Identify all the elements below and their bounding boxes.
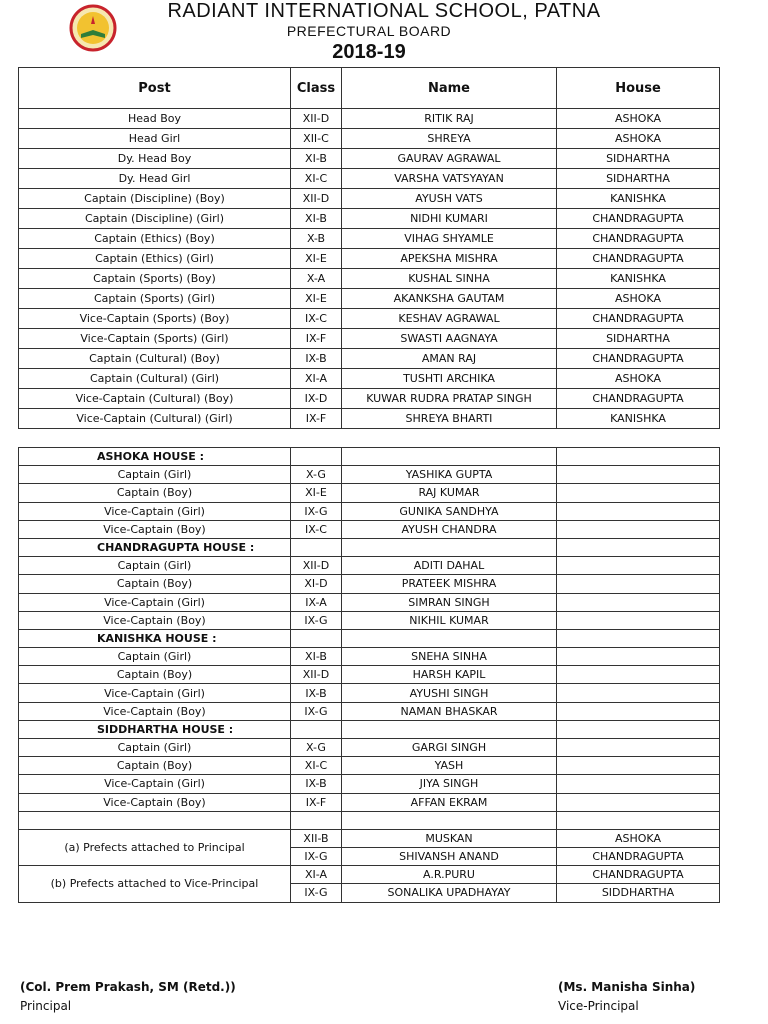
name-cell: PRATEEK MISHRA bbox=[342, 575, 557, 593]
house-cell: KANISHKA bbox=[557, 409, 720, 429]
empty-cell bbox=[291, 811, 342, 829]
house-cell: CHANDRAGUPTA bbox=[557, 866, 720, 884]
house-cell: ASHOKA bbox=[557, 109, 720, 129]
empty-cell bbox=[342, 538, 557, 556]
class-cell: XI-B bbox=[291, 209, 342, 229]
name-cell: KESHAV AGRAWAL bbox=[342, 309, 557, 329]
board-title: PREFECTURAL BOARD bbox=[286, 23, 452, 39]
house-cell: CHANDRAGUPTA bbox=[557, 847, 720, 865]
empty-cell bbox=[557, 720, 720, 738]
table-row bbox=[19, 189, 720, 209]
post-cell: Vice-Captain (Girl) bbox=[19, 593, 291, 611]
post-cell: Captain (Girl) bbox=[19, 739, 291, 757]
table-row bbox=[19, 309, 720, 329]
post-cell: Captain (Discipline) (Boy) bbox=[19, 189, 291, 209]
class-cell: IX-C bbox=[291, 309, 342, 329]
name-cell: GUNIKA SANDHYA bbox=[342, 502, 557, 520]
post-cell: Captain (Sports) (Boy) bbox=[19, 269, 291, 289]
name-cell: YASH bbox=[342, 757, 557, 775]
name-cell: SHIVANSH ANAND bbox=[342, 847, 557, 865]
table-row bbox=[19, 209, 720, 229]
house-cell: CHANDRAGUPTA bbox=[557, 229, 720, 249]
house-cell: ASHOKA bbox=[557, 129, 720, 149]
house-cell: SIDHARTHA bbox=[557, 149, 720, 169]
post-cell: Head Boy bbox=[19, 109, 291, 129]
empty-cell bbox=[342, 448, 557, 466]
post-cell: Captain (Girl) bbox=[19, 648, 291, 666]
class-cell: IX-B bbox=[291, 349, 342, 369]
name-cell: RITIK RAJ bbox=[342, 109, 557, 129]
name-cell: AYUSH VATS bbox=[342, 189, 557, 209]
empty-cell bbox=[557, 702, 720, 720]
table-row bbox=[19, 409, 720, 429]
post-cell: Vice-Captain (Boy) bbox=[19, 611, 291, 629]
post-cell: Captain (Cultural) (Boy) bbox=[19, 349, 291, 369]
table-row bbox=[19, 349, 720, 369]
table-row bbox=[19, 775, 720, 793]
class-cell: XI-B bbox=[291, 149, 342, 169]
class-cell: XI-A bbox=[291, 369, 342, 389]
class-cell: XII-D bbox=[291, 557, 342, 575]
empty-cell bbox=[557, 575, 720, 593]
empty-cell bbox=[291, 720, 342, 738]
table-row bbox=[19, 557, 720, 575]
class-cell: IX-A bbox=[291, 593, 342, 611]
house-cell: KANISHKA bbox=[557, 269, 720, 289]
table-row bbox=[19, 269, 720, 289]
name-cell: A.R.PURU bbox=[342, 866, 557, 884]
class-cell: XI-C bbox=[291, 757, 342, 775]
empty-cell bbox=[342, 720, 557, 738]
post-cell: Head Girl bbox=[19, 129, 291, 149]
post-cell: Captain (Boy) bbox=[19, 575, 291, 593]
empty-cell bbox=[291, 629, 342, 647]
house-cell: SIDHARTHA bbox=[557, 169, 720, 189]
column-header-name: Name bbox=[342, 68, 557, 109]
empty-cell bbox=[557, 666, 720, 684]
post-cell: Vice-Captain (Cultural) (Girl) bbox=[19, 409, 291, 429]
house-cell: CHANDRAGUPTA bbox=[557, 389, 720, 409]
name-cell: AKANKSHA GAUTAM bbox=[342, 289, 557, 309]
class-cell: IX-B bbox=[291, 684, 342, 702]
name-cell: GARGI SINGH bbox=[342, 739, 557, 757]
name-cell: VARSHA VATSYAYAN bbox=[342, 169, 557, 189]
name-cell: KUWAR RUDRA PRATAP SINGH bbox=[342, 389, 557, 409]
class-cell: XI-A bbox=[291, 866, 342, 884]
name-cell: AYUSHI SINGH bbox=[342, 684, 557, 702]
name-cell: SHREYA BHARTI bbox=[342, 409, 557, 429]
empty-cell bbox=[557, 466, 720, 484]
empty-cell bbox=[557, 648, 720, 666]
class-cell: XI-E bbox=[291, 484, 342, 502]
empty-cell bbox=[557, 448, 720, 466]
empty-cell bbox=[557, 520, 720, 538]
table-row bbox=[19, 648, 720, 666]
prefects-main-table bbox=[18, 67, 720, 429]
empty-cell bbox=[291, 448, 342, 466]
principal-title: Principal bbox=[20, 999, 72, 1013]
class-cell: X-G bbox=[291, 739, 342, 757]
name-cell: NIKHIL KUMAR bbox=[342, 611, 557, 629]
post-cell: Vice-Captain (Girl) bbox=[19, 775, 291, 793]
table-row bbox=[19, 611, 720, 629]
name-cell: APEKSHA MISHRA bbox=[342, 249, 557, 269]
name-cell: JIYA SINGH bbox=[342, 775, 557, 793]
post-cell: Captain (Boy) bbox=[19, 666, 291, 684]
school-name: RADIANT INTERNATIONAL SCHOOL, PATNA bbox=[167, 0, 601, 22]
table-row bbox=[19, 684, 720, 702]
class-cell: IX-G bbox=[291, 611, 342, 629]
name-cell: SNEHA SINHA bbox=[342, 648, 557, 666]
name-cell: HARSH KAPIL bbox=[342, 666, 557, 684]
table-row bbox=[19, 502, 720, 520]
table-row bbox=[19, 829, 720, 847]
house-cell: SIDHARTHA bbox=[557, 329, 720, 349]
name-cell: SONALIKA UPADHAYAY bbox=[342, 884, 557, 902]
post-cell: Vice-Captain (Girl) bbox=[19, 502, 291, 520]
class-cell: XI-D bbox=[291, 575, 342, 593]
empty-cell bbox=[557, 538, 720, 556]
post-cell: Captain (Boy) bbox=[19, 484, 291, 502]
table-row bbox=[19, 757, 720, 775]
class-cell: XI-C bbox=[291, 169, 342, 189]
table-row bbox=[19, 289, 720, 309]
table-row bbox=[19, 793, 720, 811]
post-cell: Captain (Boy) bbox=[19, 757, 291, 775]
house-header-row bbox=[19, 448, 720, 466]
house-cell: CHANDRAGUPTA bbox=[557, 349, 720, 369]
table-row bbox=[19, 702, 720, 720]
class-cell: X-G bbox=[291, 466, 342, 484]
class-cell: IX-G bbox=[291, 884, 342, 902]
post-cell: Dy. Head Boy bbox=[19, 149, 291, 169]
table-row bbox=[19, 129, 720, 149]
vice-principal-title: Vice-Principal bbox=[558, 999, 639, 1013]
post-cell: Captain (Ethics) (Boy) bbox=[19, 229, 291, 249]
class-cell: XI-E bbox=[291, 289, 342, 309]
post-cell: Captain (Girl) bbox=[19, 557, 291, 575]
empty-cell bbox=[557, 757, 720, 775]
house-cell: CHANDRAGUPTA bbox=[557, 249, 720, 269]
house-cell: ASHOKA bbox=[557, 369, 720, 389]
table-row bbox=[19, 169, 720, 189]
house-title: SIDDHARTHA HOUSE : bbox=[19, 720, 291, 738]
empty-cell bbox=[557, 739, 720, 757]
name-cell: AYUSH CHANDRA bbox=[342, 520, 557, 538]
empty-cell bbox=[557, 502, 720, 520]
empty-cell bbox=[557, 593, 720, 611]
class-cell: IX-B bbox=[291, 775, 342, 793]
class-cell: XI-B bbox=[291, 648, 342, 666]
class-cell: IX-F bbox=[291, 329, 342, 349]
empty-cell bbox=[557, 557, 720, 575]
empty-cell bbox=[291, 538, 342, 556]
empty-cell bbox=[557, 629, 720, 647]
table-row bbox=[19, 149, 720, 169]
post-cell: Vice-Captain (Cultural) (Boy) bbox=[19, 389, 291, 409]
house-cell: ASHOKA bbox=[557, 289, 720, 309]
class-cell: XII-C bbox=[291, 129, 342, 149]
class-cell: IX-G bbox=[291, 847, 342, 865]
post-cell: Captain (Cultural) (Girl) bbox=[19, 369, 291, 389]
empty-cell bbox=[557, 611, 720, 629]
table-row bbox=[19, 329, 720, 349]
class-cell: XI-E bbox=[291, 249, 342, 269]
column-header-class: Class bbox=[291, 68, 342, 109]
class-cell: X-A bbox=[291, 269, 342, 289]
class-cell: XII-D bbox=[291, 666, 342, 684]
table-row bbox=[19, 575, 720, 593]
post-cell: Captain (Sports) (Girl) bbox=[19, 289, 291, 309]
post-cell: Captain (Ethics) (Girl) bbox=[19, 249, 291, 269]
class-cell: XII-B bbox=[291, 829, 342, 847]
house-cell: CHANDRAGUPTA bbox=[557, 309, 720, 329]
post-cell: Vice-Captain (Boy) bbox=[19, 793, 291, 811]
name-cell: NIDHI KUMARI bbox=[342, 209, 557, 229]
house-cell: CHANDRAGUPTA bbox=[557, 209, 720, 229]
table-row bbox=[19, 389, 720, 409]
table-row bbox=[19, 109, 720, 129]
empty-cell bbox=[557, 793, 720, 811]
name-cell: GAURAV AGRAWAL bbox=[342, 149, 557, 169]
table-row bbox=[19, 249, 720, 269]
table-row bbox=[19, 666, 720, 684]
class-cell: IX-F bbox=[291, 409, 342, 429]
academic-year: 2018-19 bbox=[332, 41, 406, 63]
vice-principal-name: (Ms. Manisha Sinha) bbox=[558, 980, 696, 994]
post-cell: Vice-Captain (Sports) (Girl) bbox=[19, 329, 291, 349]
name-cell: SHREYA bbox=[342, 129, 557, 149]
prefect-group-label: (a) Prefects attached to Principal bbox=[19, 829, 291, 865]
empty-cell bbox=[342, 811, 557, 829]
empty-cell bbox=[19, 811, 291, 829]
name-cell: VIHAG SHYAMLE bbox=[342, 229, 557, 249]
principal-name: (Col. Prem Prakash, SM (Retd.)) bbox=[20, 980, 236, 994]
house-cell: ASHOKA bbox=[557, 829, 720, 847]
houses-table bbox=[18, 447, 720, 903]
table-row bbox=[19, 466, 720, 484]
name-cell: MUSKAN bbox=[342, 829, 557, 847]
class-cell: IX-C bbox=[291, 520, 342, 538]
house-title: CHANDRAGUPTA HOUSE : bbox=[19, 538, 291, 556]
post-cell: Vice-Captain (Sports) (Boy) bbox=[19, 309, 291, 329]
post-cell: Vice-Captain (Girl) bbox=[19, 684, 291, 702]
table-row bbox=[19, 229, 720, 249]
table-row bbox=[19, 866, 720, 884]
post-cell: Vice-Captain (Boy) bbox=[19, 520, 291, 538]
class-cell: XII-D bbox=[291, 189, 342, 209]
table-row bbox=[19, 739, 720, 757]
empty-cell bbox=[557, 684, 720, 702]
post-cell: Dy. Head Girl bbox=[19, 169, 291, 189]
house-title: KANISHKA HOUSE : bbox=[19, 629, 291, 647]
spacer-row bbox=[19, 811, 720, 829]
post-cell: Captain (Girl) bbox=[19, 466, 291, 484]
empty-cell bbox=[557, 775, 720, 793]
name-cell: SWASTI AAGNAYA bbox=[342, 329, 557, 349]
empty-cell bbox=[342, 629, 557, 647]
house-header-row bbox=[19, 538, 720, 556]
name-cell: ADITI DAHAL bbox=[342, 557, 557, 575]
column-header-house: House bbox=[557, 68, 720, 109]
empty-cell bbox=[557, 484, 720, 502]
name-cell: AMAN RAJ bbox=[342, 349, 557, 369]
column-header-post: Post bbox=[19, 68, 291, 109]
class-cell: IX-F bbox=[291, 793, 342, 811]
house-cell: SIDDHARTHA bbox=[557, 884, 720, 902]
name-cell: RAJ KUMAR bbox=[342, 484, 557, 502]
table-header-row bbox=[19, 68, 720, 109]
post-cell: Captain (Discipline) (Girl) bbox=[19, 209, 291, 229]
house-cell: KANISHKA bbox=[557, 189, 720, 209]
name-cell: YASHIKA GUPTA bbox=[342, 466, 557, 484]
class-cell: XII-D bbox=[291, 109, 342, 129]
class-cell: IX-G bbox=[291, 702, 342, 720]
prefect-group-label: (b) Prefects attached to Vice-Principal bbox=[19, 866, 291, 902]
name-cell: SIMRAN SINGH bbox=[342, 593, 557, 611]
class-cell: X-B bbox=[291, 229, 342, 249]
name-cell: AFFAN EKRAM bbox=[342, 793, 557, 811]
empty-cell bbox=[557, 811, 720, 829]
house-header-row bbox=[19, 629, 720, 647]
house-header-row bbox=[19, 720, 720, 738]
table-row bbox=[19, 484, 720, 502]
post-cell: Vice-Captain (Boy) bbox=[19, 702, 291, 720]
name-cell: KUSHAL SINHA bbox=[342, 269, 557, 289]
table-row bbox=[19, 520, 720, 538]
class-cell: IX-D bbox=[291, 389, 342, 409]
name-cell: TUSHTI ARCHIKA bbox=[342, 369, 557, 389]
class-cell: IX-G bbox=[291, 502, 342, 520]
house-title: ASHOKA HOUSE : bbox=[19, 448, 291, 466]
table-row bbox=[19, 593, 720, 611]
table-row bbox=[19, 369, 720, 389]
name-cell: NAMAN BHASKAR bbox=[342, 702, 557, 720]
